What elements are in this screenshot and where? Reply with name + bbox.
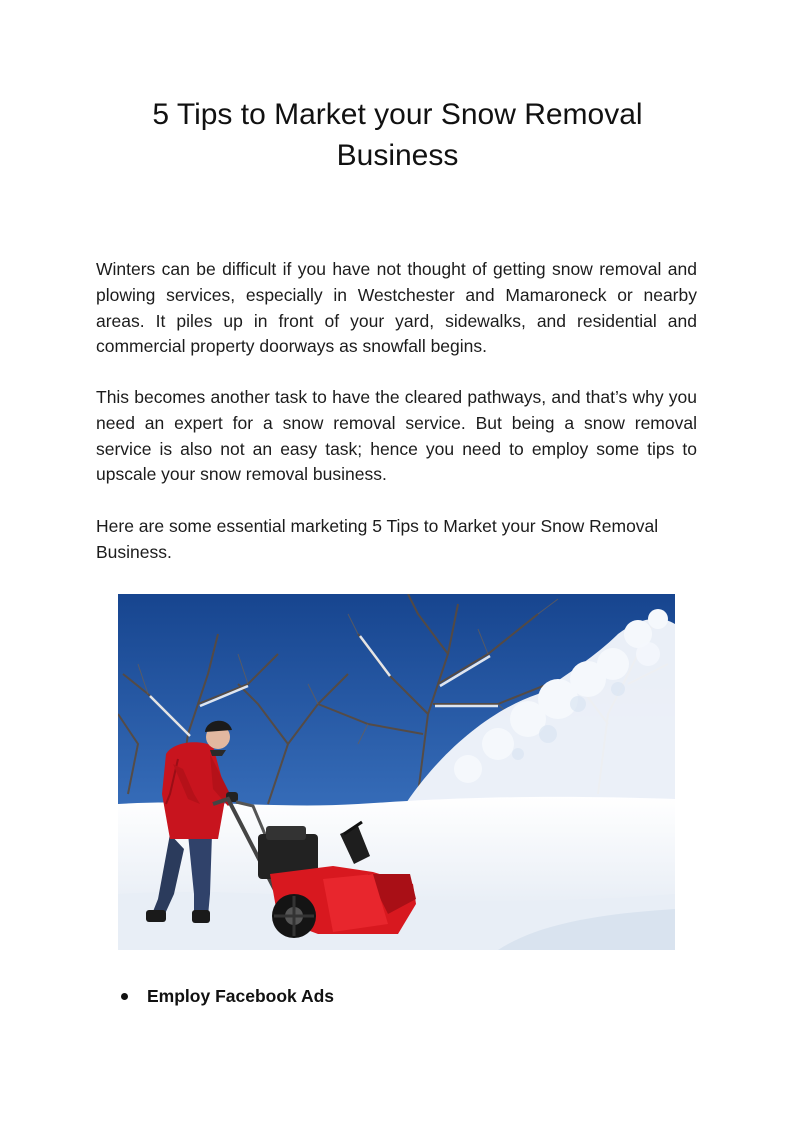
body-paragraph: This becomes another task to have the cleared pathways, and that’s why you need an expert for a snow removal service. But being a snow removal service is also not an easy task; hence you need to employ some tips to upscale your snow removal business. [96,387,697,485]
snowblower-photo [118,594,675,950]
list-item-label: Employ Facebook Ads [147,986,335,1006]
page-title: 5 Tips to Market your Snow Removal Business [152,98,643,172]
bullet-icon [121,993,128,1000]
list-item [118,983,334,1009]
intro-paragraph: Winters can be difficult if you have not thought of getting snow removal and plowing services, especially in Westchester and Mamaroneck or nearby areas. It piles up in front of your yard, sidewalks, and residential and commercial property doorways as snowfall begins. [96,259,697,357]
tips-list [118,983,334,1009]
tips-lead-paragraph: Here are some essential marketing 5 Tips to Market your Snow Removal Business. [96,516,659,562]
